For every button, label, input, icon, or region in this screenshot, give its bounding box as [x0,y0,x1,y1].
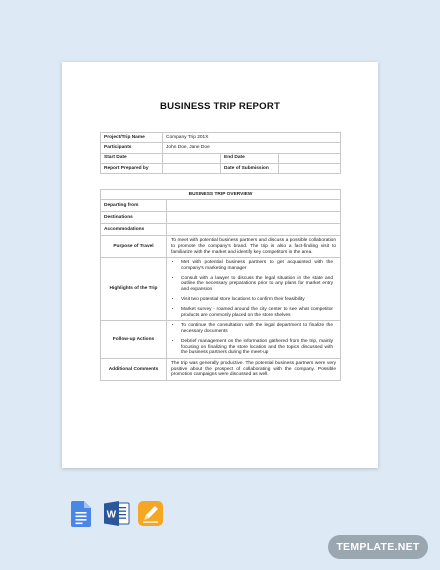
comments-text: The trip was generally productive. The potential business partners were very positive about the prospect of collaborating with the company. Possible promotion campaigns were discussed as well. [167,358,341,380]
table-row [101,212,341,224]
trip-overview-table [100,189,341,381]
document-page [62,62,378,468]
highlights-list [170,258,337,320]
destinations-label: Destinations [101,212,167,224]
word-letter: W [106,509,117,521]
project-value: Company Trip 201X [163,133,341,143]
accommodations-label: Accommodations [101,224,167,236]
highlights-label: Highlights of the Trip [101,258,167,321]
end-date-label: End Date [221,153,279,163]
list-item: • Met with potential business partners to get acquainted with the company's marketing manager [181,260,333,271]
project-label: Project/Trip Name [101,133,163,143]
list-item: • Consult with a lawyer to discuss the legal situation in the state and outline the necessary preparations prior to any plans for market entry and expansion [181,276,333,293]
followup-list [170,321,337,358]
template-net-badge[interactable]: TEMPLATE.NET [328,535,428,559]
destinations-value [167,212,341,224]
table-row [101,200,341,212]
submission-date-value [279,163,341,173]
prepared-by-label: Report Prepared by [101,163,163,173]
end-date-value [279,153,341,163]
table-row [101,190,341,200]
list-item: • Market survey - roamed around the city center to see what competitor products are commonly placed on the store shelves [181,307,333,318]
table-row [101,153,341,163]
purpose-label: Purpose of Travel [101,236,167,258]
table-row [101,258,341,321]
start-date-value [163,153,221,163]
highlights-cell [167,258,341,321]
apple-pages-icon[interactable] [138,501,163,526]
purpose-text: To meet with potential business partners and discuss a possible collaboration to promote the company's brand. The trip is also a fact-finding visit to familiarize with the market and identify key competitors in the area. [167,236,341,258]
start-date-label: Start Date [101,153,163,163]
list-item: • To continue the consultation with the legal department to finalize the necessary documents [181,323,333,334]
table-row [101,358,341,380]
table-row [101,236,341,258]
table-row [101,224,341,236]
prepared-by-value [163,163,221,173]
participants-label: Participants [101,143,163,153]
departing-label: Departing from [101,200,167,212]
followup-cell [167,321,341,359]
comments-label: Additional Comments [101,358,167,380]
accommodations-value [167,224,341,236]
google-docs-icon[interactable] [71,501,91,527]
departing-value [167,200,341,212]
list-item: • Visit two potential store locations to confirm their feasibility [181,297,333,303]
table-row [101,133,341,143]
participants-value: John Doe, Jane Doe [163,143,341,153]
ms-word-icon[interactable] [104,501,130,526]
followup-label: Follow-up Actions [101,321,167,359]
table-row [101,143,341,153]
table-row [101,321,341,359]
submission-date-label: Date of Submission [221,163,279,173]
table-row [101,163,341,173]
trip-info-table [100,132,341,174]
list-item: • Debrief management on the information gathered from the trip, mainly focusing on finalizing the store location and the topics discussed with the business partners during the meet-up [181,339,333,356]
overview-header: BUSINESS TRIP OVERVIEW [101,190,341,200]
document-title: BUSINESS TRIP REPORT [159,101,281,112]
